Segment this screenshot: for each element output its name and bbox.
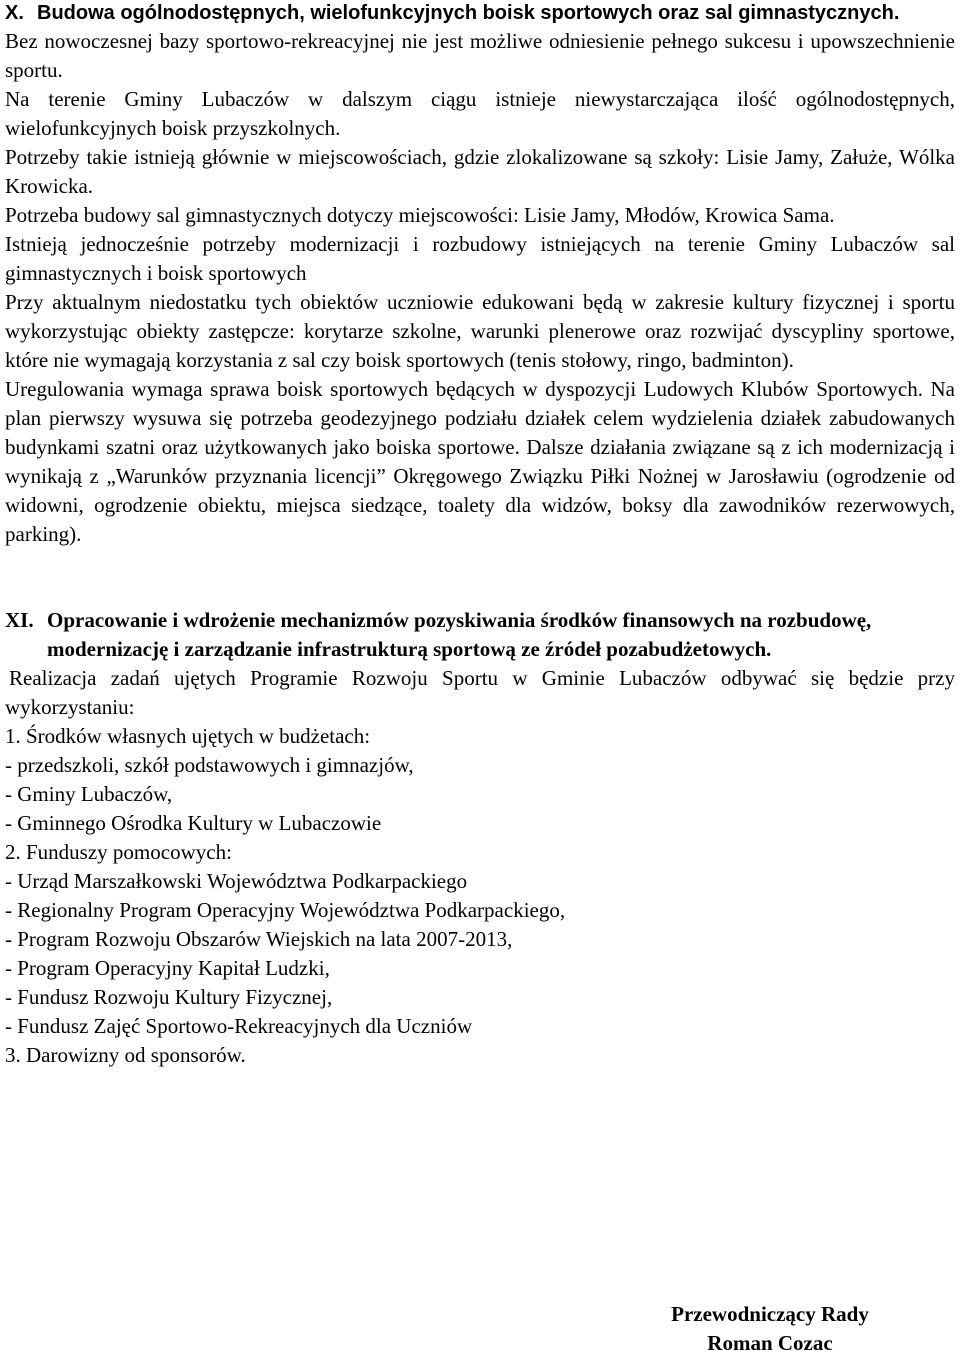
list-item: - przedszkoli, szkół podstawowych i gimnazjów, (5, 753, 414, 777)
section-xi-intro: Realizacja zadań ujętych Programie Rozwoju Sportu w Gminie Lubaczów odbywać się będzie przy wykorzystaniu: (5, 666, 955, 719)
list-item: - Gminnego Ośrodka Kultury w Lubaczowie (5, 811, 382, 835)
signature-name: Roman Cozac (707, 1331, 833, 1355)
paragraph: Potrzeba budowy sal gimnastycznych dotyczy miejscowości: Lisie Jamy, Młodów, Krowica Sama. (5, 203, 835, 227)
list-item: - Fundusz Rozwoju Kultury Fizycznej, (5, 985, 333, 1009)
list-item: 2. Funduszy pomocowych: (5, 840, 232, 864)
paragraph: Na terenie Gminy Lubaczów w dalszym ciągu istnieje niewystarczająca ilość ogólnodostępnych, wielofunkcyjnych boisk przyszkolnych. (5, 87, 955, 140)
signature-block (650, 1300, 890, 1358)
list-item: - Urząd Marszałkowski Województwa Podkarpackiego (5, 869, 468, 893)
paragraph: Uregulowania wymaga sprawa boisk sportowych będących w dyspozycji Ludowych Klubów Sportowych. Na plan pierwszy wysuwa się potrzeba geodezyjnego podziału działek celem wydzielenia działek zabudowanych budynkami szatni oraz użytkowanych jako boiska sportowe. Dalsze działania związane są z ich modernizacją i wynikają z „Warunków przyznania licencji” Okręgowego Związku Piłki Nożnej w Jarosławiu (ogrodzenie od widowni, ogrodzenie obiektu, miejsca siedzące, toalety dla widzów, boksy dla zawodników rezerwowych, parking). (5, 377, 955, 546)
section-x-number: X. (5, 2, 24, 24)
list-item: 3. Darowizny od sponsorów. (5, 1043, 246, 1067)
section-xi-number: XI. (5, 608, 34, 632)
signature-role: Przewodniczący Rady (671, 1302, 869, 1326)
section-xi-title: Opracowanie i wdrożenie mechanizmów pozyskiwania środków finansowych na rozbudowę, modernizację i zarządzanie infrastrukturą sportową ze źródeł pozabudżetowych. (47, 608, 872, 661)
section-x-heading (5, 0, 955, 26)
list-item: - Regionalny Program Operacyjny Województwa Podkarpackiego, (5, 898, 566, 922)
section-x-body (5, 27, 955, 549)
section-xi-body (5, 664, 955, 1070)
list-item: - Gminy Lubaczów, (5, 782, 173, 806)
list-item: - Program Rozwoju Obszarów Wiejskich na lata 2007-2013, (5, 927, 513, 951)
paragraph: Potrzeby takie istnieją głównie w miejscowościach, gdzie zlokalizowane są szkoły: Lisie Jamy, Załuże, Wólka Krowicka. (5, 145, 955, 198)
paragraph: Istnieją jednocześnie potrzeby modernizacji i rozbudowy istniejących na terenie Gminy Lubaczów sal gimnastycznych i boisk sportowych (5, 232, 955, 285)
paragraph: Bez nowoczesnej bazy sportowo-rekreacyjnej nie jest możliwe odniesienie pełnego sukcesu i upowszechnienie sportu. (5, 29, 955, 82)
list-item: - Program Operacyjny Kapitał Ludzki, (5, 956, 330, 980)
section-xi-heading (5, 606, 955, 664)
list-item: - Fundusz Zajęć Sportowo-Rekreacyjnych dla Uczniów (5, 1014, 473, 1038)
paragraph: Przy aktualnym niedostatku tych obiektów uczniowie edukowani będą w zakresie kultury fizycznej i sportu wykorzystując obiekty zastępcze: korytarze szkolne, warunki plenerowe oraz rozwijać dyscypliny sportowe, które nie wymagają korzystania z sal czy boisk sportowych (tenis stołowy, ringo, badminton). (5, 290, 955, 372)
list-item: 1. Środków własnych ujętych w budżetach: (5, 724, 371, 748)
section-x-title: Budowa ogólnodostępnych, wielofunkcyjnych boisk sportowych oraz sal gimnastycznych. (37, 2, 900, 24)
document-page (5, 0, 955, 1070)
